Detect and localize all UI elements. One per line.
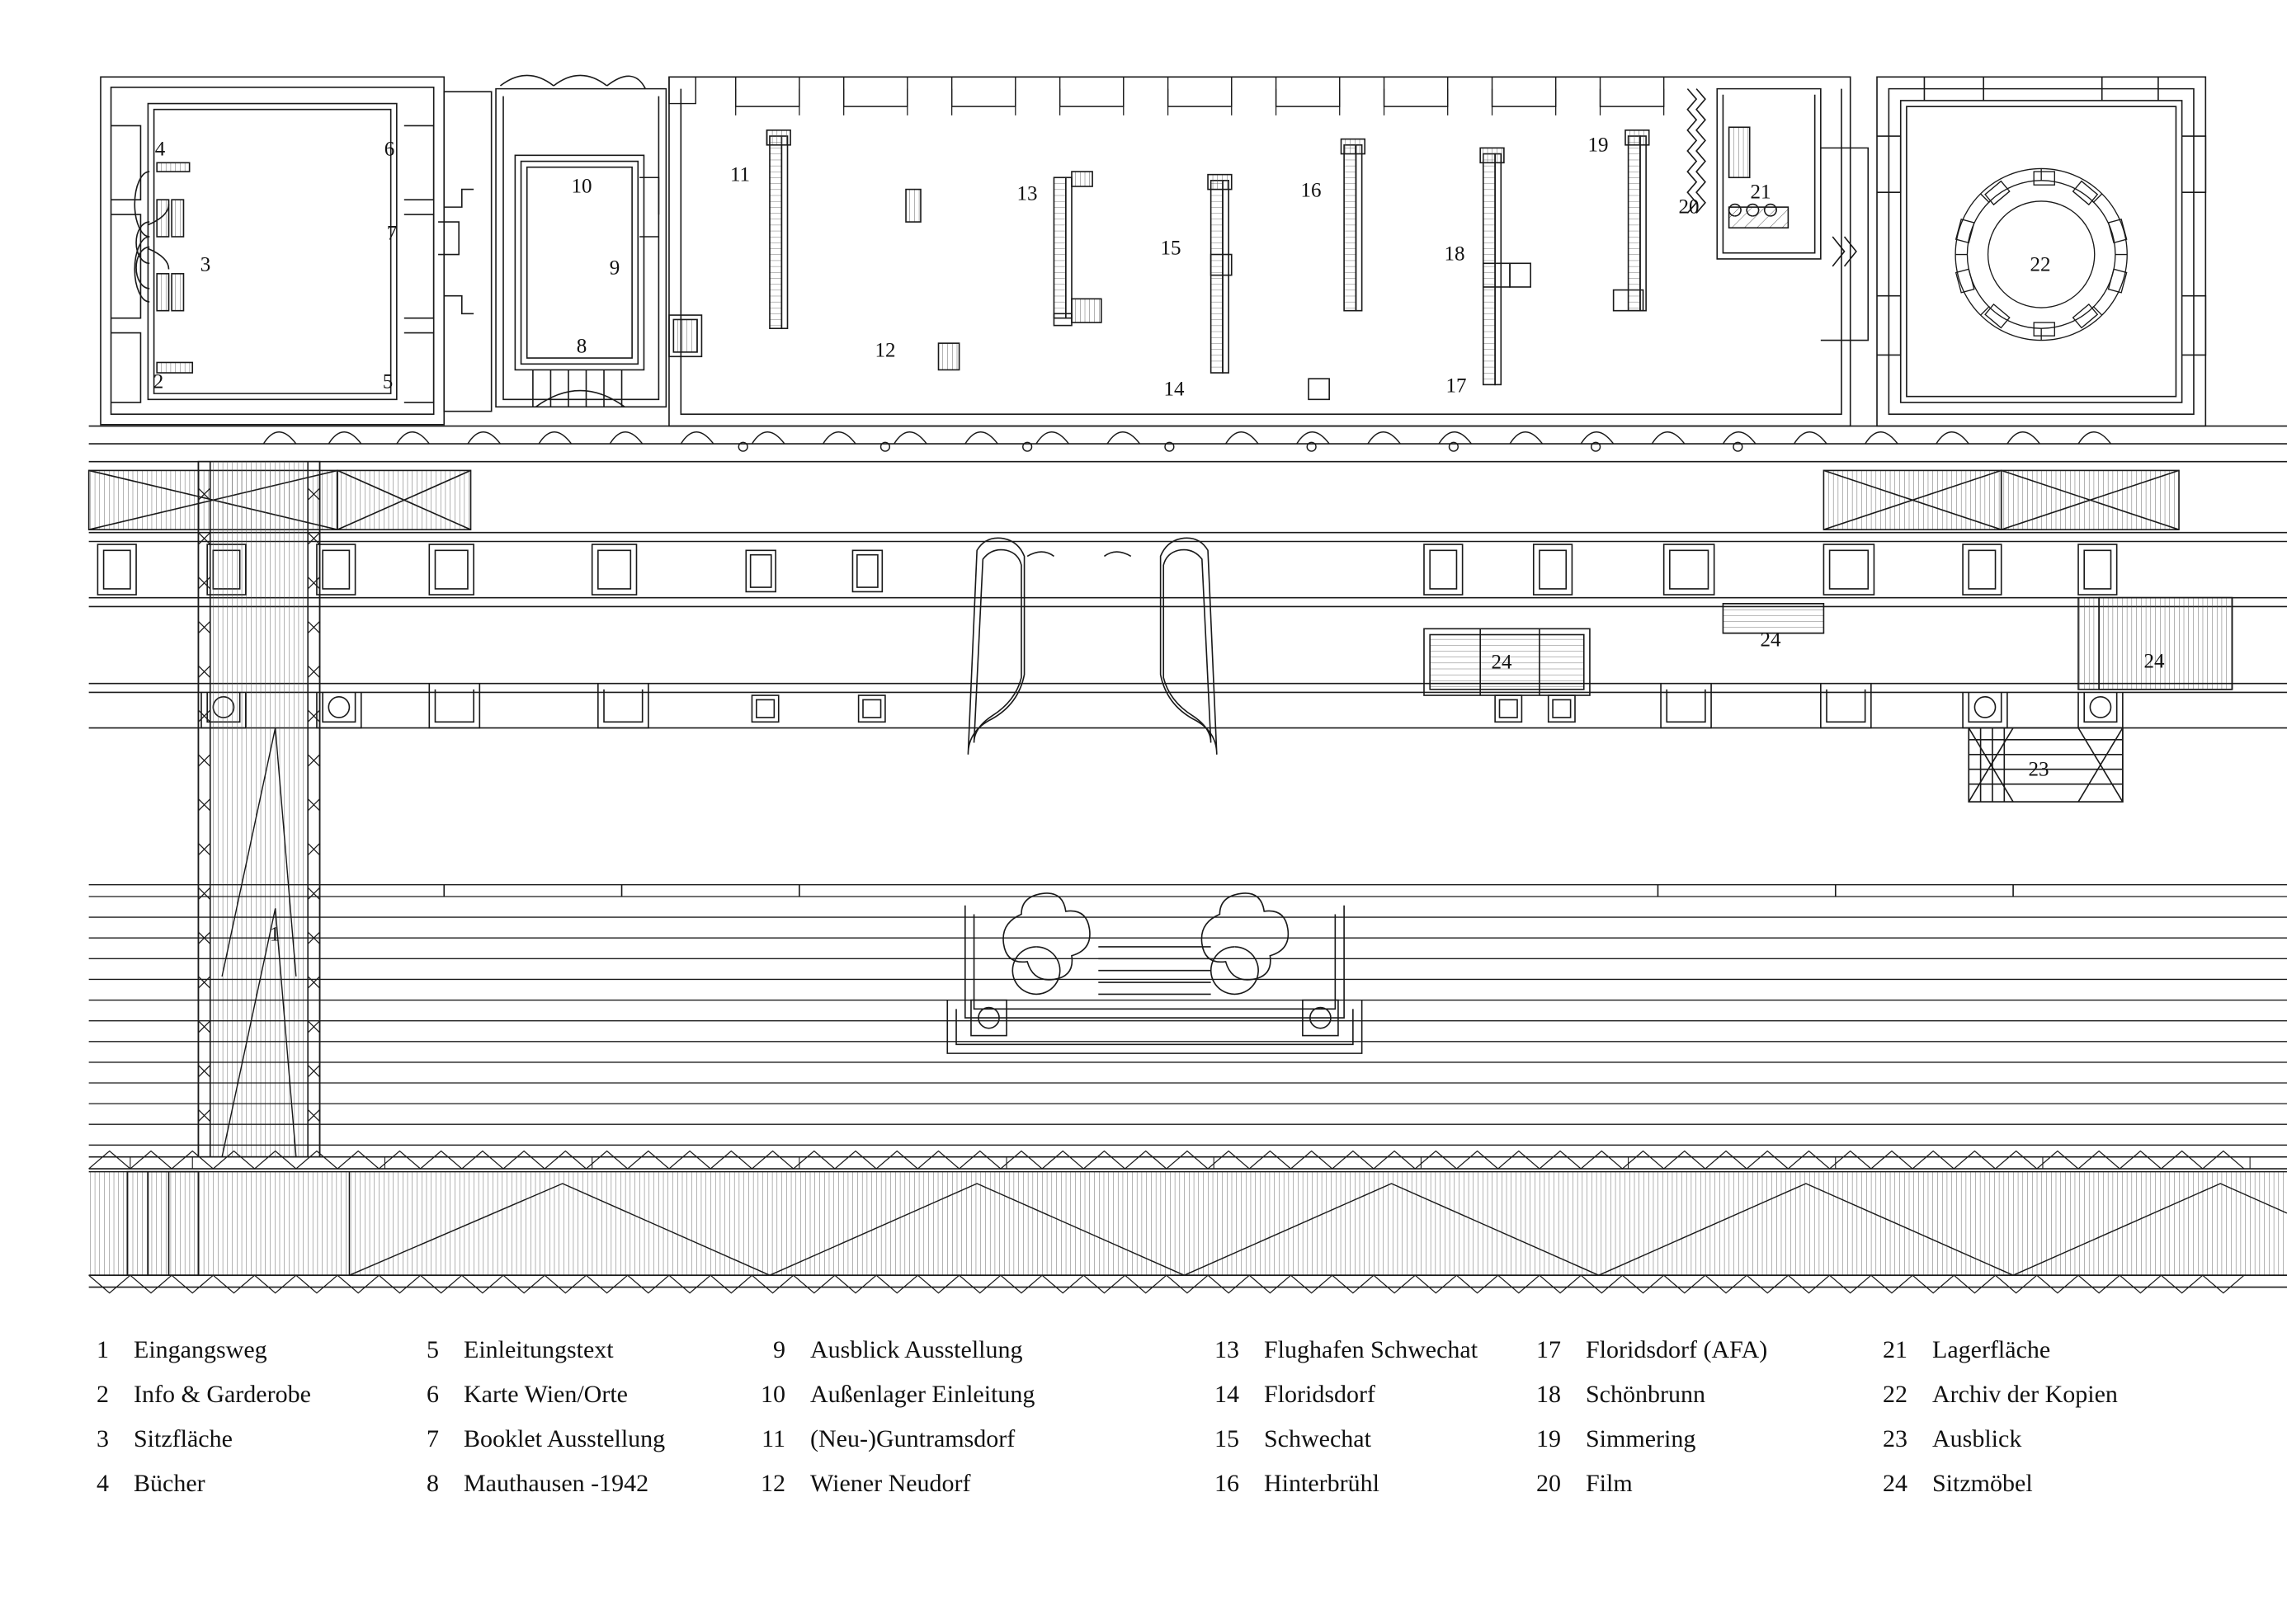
plan-label-19: 19: [1587, 134, 1609, 157]
legend-item: [1196, 1470, 1478, 1514]
legend-label: Archiv der Kopien: [1932, 1381, 2118, 1408]
legend-label: Schönbrunn: [1586, 1381, 1705, 1408]
legend-column-6: [1865, 1336, 2118, 1514]
legend-item: [1518, 1381, 1767, 1425]
plan-geometry: [89, 75, 2287, 1292]
legend-label: Booklet Ausstellung: [464, 1425, 666, 1452]
legend-number: 7: [427, 1425, 439, 1452]
legend-number: 18: [1536, 1381, 1561, 1408]
legend-column-5: [1518, 1336, 1767, 1514]
legend-number: 16: [1214, 1470, 1239, 1497]
plan-label-6: 6: [384, 138, 395, 161]
plan-label-20: 20: [1678, 195, 1700, 219]
legend-item: [1196, 1336, 1478, 1381]
legend-column-4: [1196, 1336, 1478, 1514]
legend-item: [743, 1336, 1035, 1381]
plan-label-18: 18: [1444, 242, 1465, 266]
plan-label-4: 4: [154, 138, 166, 161]
legend-item: [1865, 1470, 2118, 1514]
legend-item: [743, 1425, 1035, 1470]
legend-item: [1196, 1425, 1478, 1470]
legend-item: [1518, 1425, 1767, 1470]
plan-label-2: 2: [153, 370, 164, 393]
legend-label: Sitzfläche: [134, 1425, 233, 1452]
plan-label-24a: 24: [1491, 651, 1512, 674]
legend-number: 17: [1536, 1336, 1561, 1363]
legend-item: [1518, 1336, 1767, 1381]
legend-label: Floridsdorf (AFA): [1586, 1336, 1768, 1363]
legend-label: Film: [1586, 1470, 1633, 1497]
plan-label-11: 11: [729, 163, 751, 186]
legend-label: Schwechat: [1264, 1425, 1371, 1452]
legend-number: 15: [1214, 1425, 1239, 1452]
legend-label: Sitzmöbel: [1932, 1470, 2033, 1497]
legend-item: [1865, 1381, 2118, 1425]
legend-column-2: [396, 1336, 665, 1514]
plan-label-9: 9: [609, 257, 620, 280]
legend-number: 22: [1883, 1381, 1907, 1408]
legend-item: [1196, 1381, 1478, 1425]
legend-item: [1865, 1336, 2118, 1381]
plan-label-8: 8: [576, 335, 587, 358]
legend-item: [396, 1381, 665, 1425]
plan-label-1: 1: [269, 923, 281, 946]
plan-label-23: 23: [2028, 758, 2049, 781]
legend-label: Info & Garderobe: [134, 1381, 311, 1408]
legend-label: Flughafen Schwechat: [1264, 1336, 1478, 1363]
legend-number: 1: [97, 1336, 109, 1363]
legend-label: Ausblick: [1932, 1425, 2022, 1452]
legend-item: [396, 1425, 665, 1470]
legend-label: Einleitungstext: [464, 1336, 614, 1363]
legend-column-3: [743, 1336, 1035, 1514]
plan-label-14: 14: [1163, 378, 1185, 401]
legend-number: 6: [427, 1381, 439, 1408]
legend: [0, 1336, 2287, 1608]
legend-label: (Neu-)Guntramsdorf: [810, 1425, 1016, 1452]
legend-number: 13: [1214, 1336, 1239, 1363]
legend-number: 12: [761, 1470, 785, 1497]
plan-label-10: 10: [571, 175, 592, 198]
legend-label: Eingangsweg: [134, 1336, 267, 1363]
legend-number: 10: [761, 1381, 785, 1408]
legend-number: 23: [1883, 1425, 1907, 1452]
legend-number: 4: [97, 1470, 109, 1497]
legend-number: 19: [1536, 1425, 1561, 1452]
legend-label: Hinterbrühl: [1264, 1470, 1379, 1497]
legend-column-1: [66, 1336, 311, 1514]
legend-number: 11: [762, 1425, 785, 1452]
legend-item: [1518, 1470, 1767, 1514]
legend-number: 9: [773, 1336, 785, 1363]
legend-item: [743, 1470, 1035, 1514]
legend-number: 24: [1883, 1470, 1907, 1497]
legend-number: 21: [1883, 1336, 1907, 1363]
plan-label-15: 15: [1160, 237, 1181, 260]
legend-item: [66, 1470, 311, 1514]
plan-label-3: 3: [200, 253, 211, 276]
plan-label-16: 16: [1300, 179, 1322, 202]
plan-label-5: 5: [382, 370, 394, 393]
legend-label: Wiener Neudorf: [810, 1470, 971, 1497]
legend-label: Mauthausen -1942: [464, 1470, 649, 1497]
plan-label-24c: 24: [2143, 650, 2165, 673]
legend-label: Lagerfläche: [1932, 1336, 2051, 1363]
legend-label: Floridsdorf: [1264, 1381, 1375, 1408]
legend-number: 2: [97, 1381, 109, 1408]
legend-item: [1865, 1425, 2118, 1470]
legend-item: [396, 1336, 665, 1381]
legend-number: 20: [1536, 1470, 1561, 1497]
legend-item: [66, 1336, 311, 1381]
legend-label: Simmering: [1586, 1425, 1696, 1452]
legend-number: 5: [427, 1336, 439, 1363]
plan-label-24b: 24: [1760, 628, 1781, 652]
legend-label: Bücher: [134, 1470, 205, 1497]
legend-number: 14: [1214, 1381, 1239, 1408]
legend-label: Außenlager Einleitung: [810, 1381, 1035, 1408]
plan-label-21: 21: [1750, 181, 1771, 204]
legend-item: [66, 1381, 311, 1425]
legend-label: Ausblick Ausstellung: [810, 1336, 1023, 1363]
legend-item: [66, 1425, 311, 1470]
plan-label-17: 17: [1445, 374, 1467, 398]
plan-label-13: 13: [1016, 182, 1038, 205]
legend-number: 3: [97, 1425, 109, 1452]
plan-label-12: 12: [875, 339, 896, 362]
legend-label: Karte Wien/Orte: [464, 1381, 628, 1408]
legend-item: [396, 1470, 665, 1514]
plan-label-7: 7: [386, 222, 398, 245]
legend-number: 8: [427, 1470, 439, 1497]
plan-label-22: 22: [2030, 253, 2051, 276]
legend-item: [743, 1381, 1035, 1425]
